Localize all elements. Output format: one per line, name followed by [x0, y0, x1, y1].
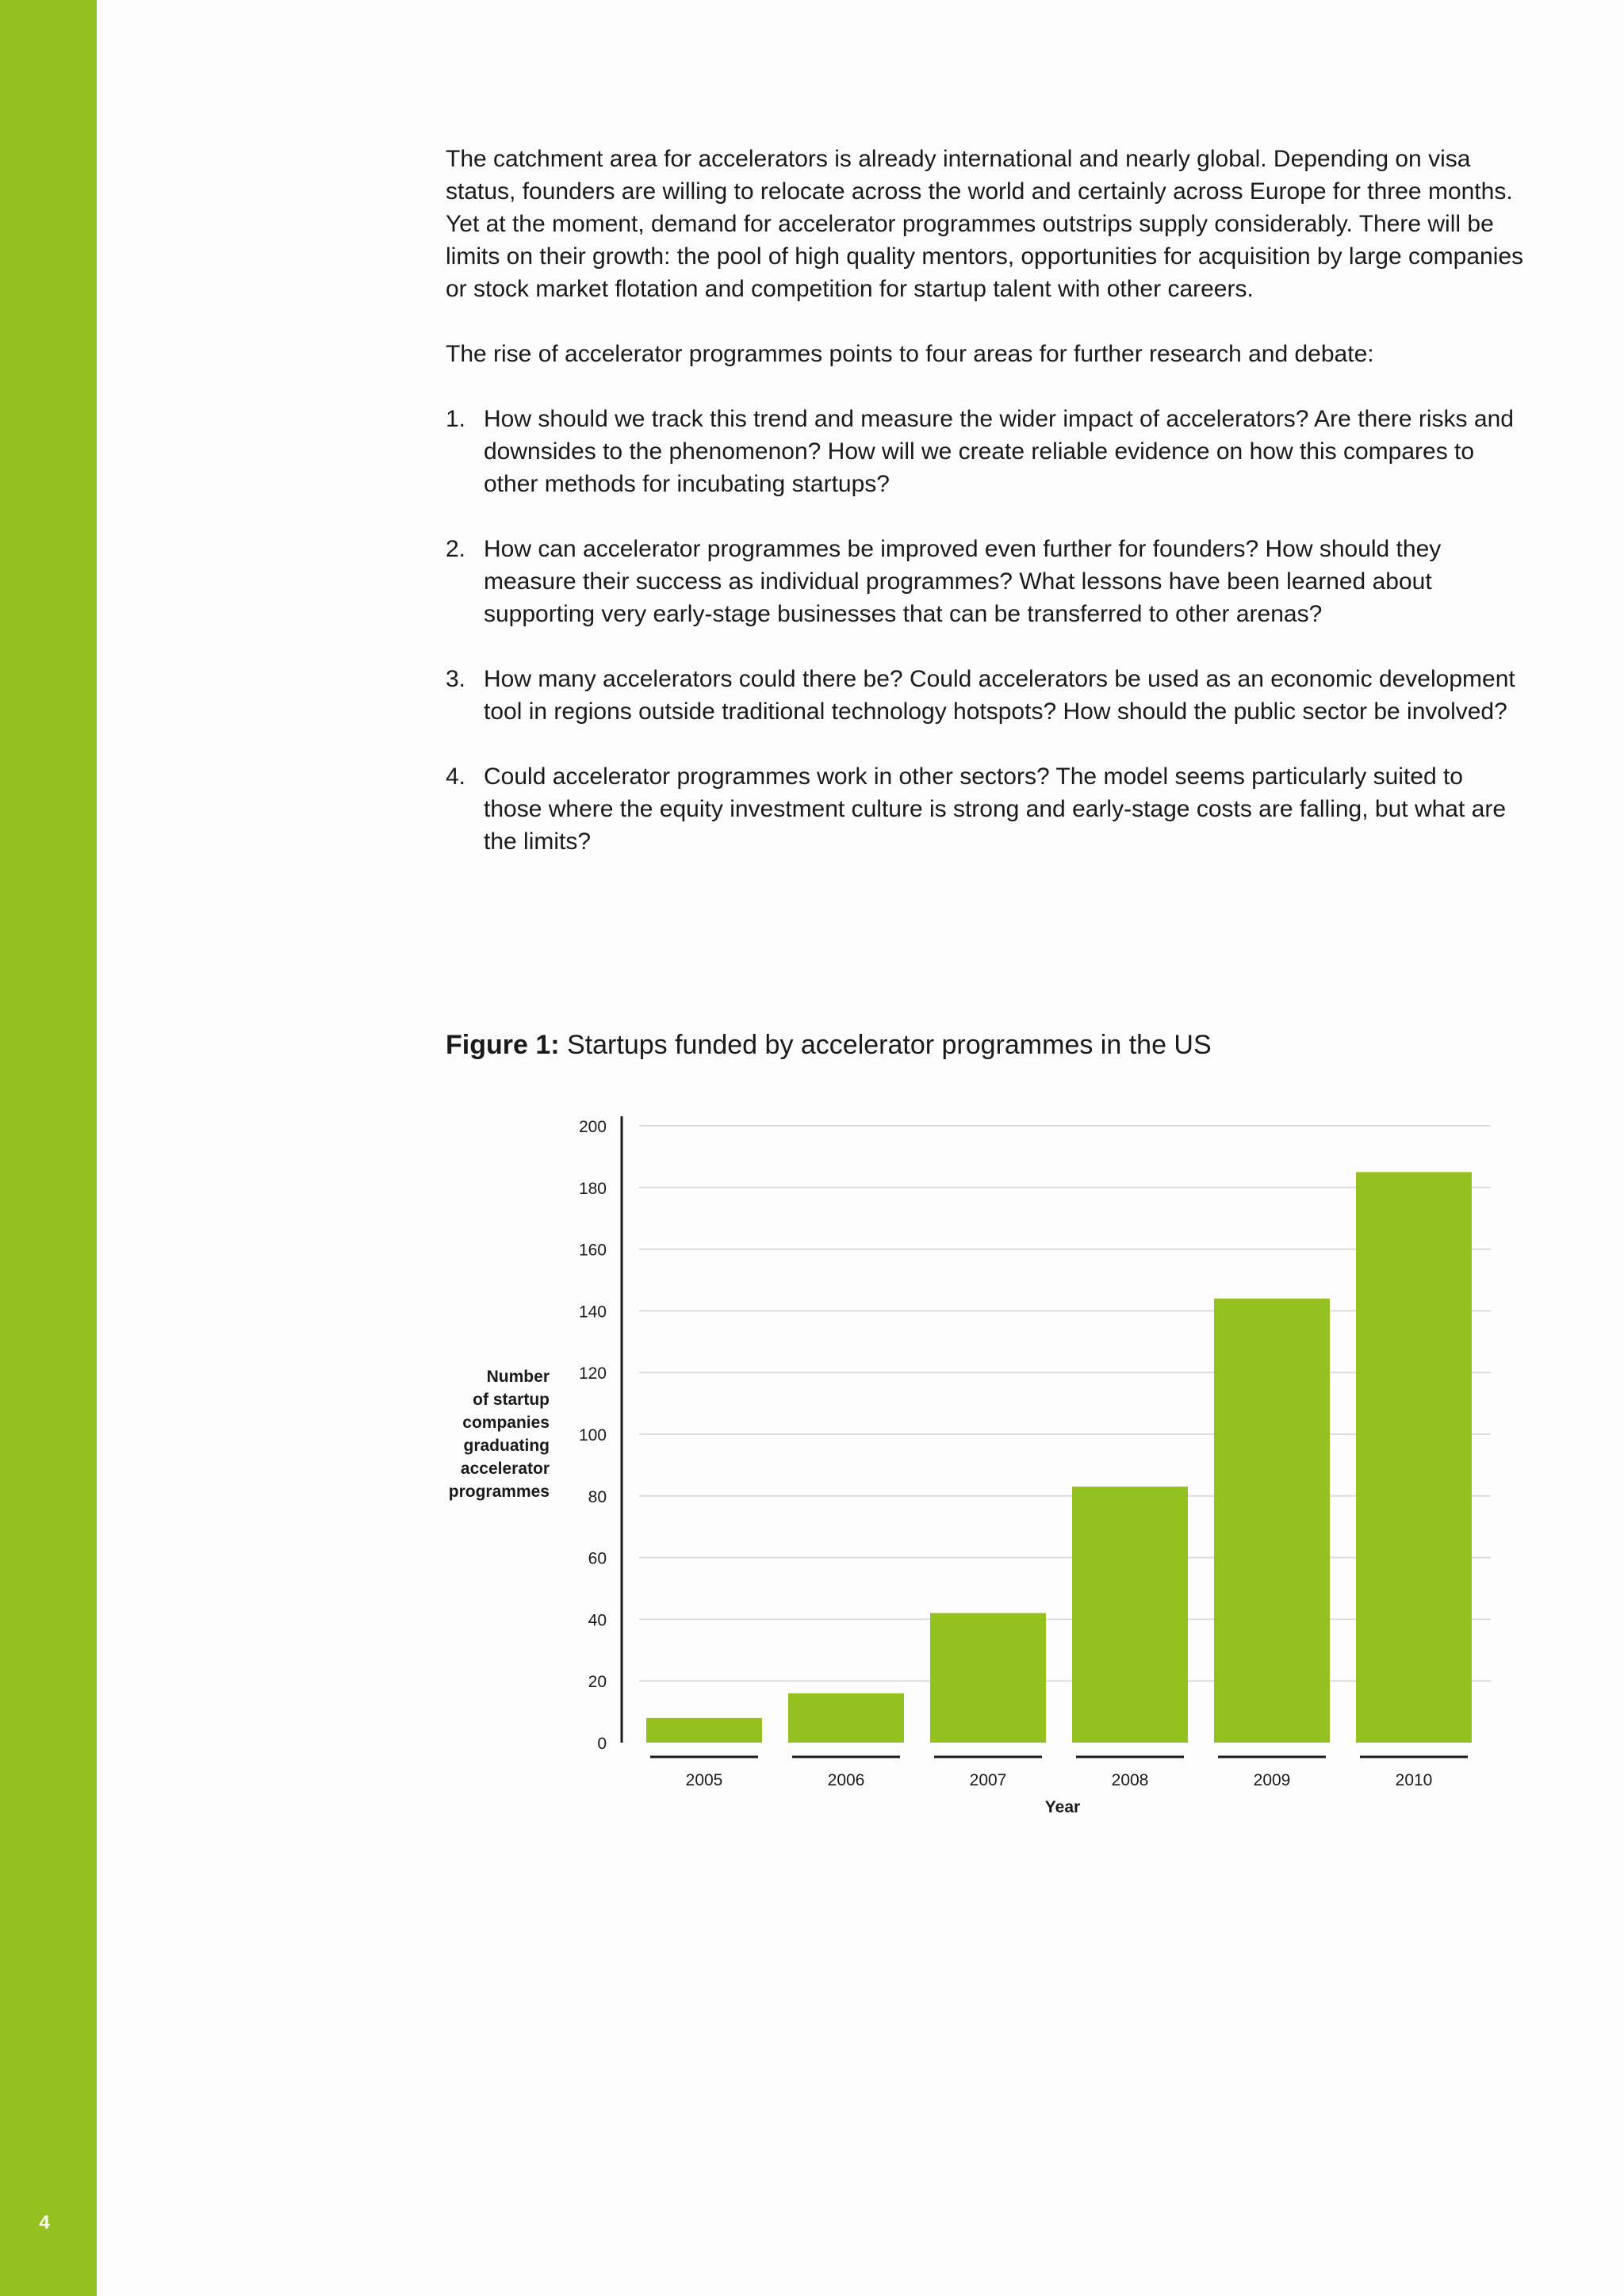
- paragraph: The rise of accelerator programmes points to four areas for further research and debate:: [446, 341, 1374, 367]
- bar: [1214, 1299, 1330, 1743]
- y-axis-label-line: Number: [486, 1368, 550, 1386]
- figure-title: Startups funded by accelerator programmes in the US: [559, 1030, 1212, 1060]
- list-item-text: How many accelerators could there be? Could accelerators be used as an economic development tool in regions outside traditional technology hotspots? How should the public sector be involved?: [484, 666, 1515, 725]
- y-tick-label: 0: [597, 1735, 607, 1753]
- list-number: 2.: [446, 536, 466, 562]
- y-axis-label-line: graduating: [463, 1437, 550, 1455]
- y-axis-label-line: companies: [462, 1414, 550, 1432]
- y-tick-label: 100: [578, 1426, 607, 1445]
- y-axis-label-line: of startup: [473, 1391, 550, 1409]
- x-tick-label: 2008: [1111, 1771, 1149, 1789]
- y-axis-label-line: programmes: [448, 1483, 550, 1501]
- y-axis-label-line: accelerator: [460, 1460, 550, 1478]
- x-tick-label: 2006: [827, 1771, 865, 1789]
- sidebar-band: [0, 0, 97, 2296]
- paragraph: The catchment area for accelerators is already international and nearly global. Depending on visa status, founders are willing to relocate across the world and certainly across Europe for three months. Yet at the moment, demand for accelerator programmes outstrips supply considerably. There will be limits on their growth: the pool of high quality mentors, opportunities for acquisition by large companies or stock market flotation and competition for startup talent with other careers.: [446, 146, 1524, 302]
- list-item: [446, 760, 1524, 858]
- y-tick-label: 120: [578, 1364, 607, 1383]
- y-tick-label: 20: [588, 1673, 607, 1692]
- list-item-text: How should we track this trend and measure the wider impact of accelerators? Are there risks and downsides to the phenomenon? How will we create reliable evidence on how this compares to other methods for incubating startups?: [484, 406, 1514, 497]
- y-tick-label: 200: [578, 1118, 607, 1136]
- figure-label: Figure 1:: [446, 1030, 560, 1060]
- y-tick-label: 40: [588, 1611, 607, 1630]
- list-number: 4.: [446, 763, 466, 790]
- y-axis-label: [428, 1365, 550, 1503]
- list-item: [446, 663, 1524, 728]
- x-tick-label: 2009: [1253, 1771, 1291, 1789]
- y-tick-label: 60: [588, 1549, 607, 1568]
- bar: [788, 1693, 904, 1743]
- body-text: [446, 143, 1524, 890]
- x-tick-label: 2007: [969, 1771, 1007, 1789]
- list-item-text: How can accelerator programmes be improved even further for founders? How should they measure their success as individual programmes? What lessons have been learned about supporting very early-stage businesses that can be transferred to other arenas?: [484, 536, 1442, 627]
- x-tick-label: 2005: [685, 1771, 723, 1789]
- list-number: 1.: [446, 406, 466, 432]
- bar: [1356, 1172, 1472, 1743]
- y-tick-label: 80: [588, 1487, 607, 1506]
- list-item: [446, 403, 1524, 500]
- question-list: [446, 403, 1524, 858]
- y-tick-label: 180: [578, 1179, 607, 1198]
- list-item: [446, 533, 1524, 630]
- bar: [930, 1613, 1046, 1743]
- list-item-text: Could accelerator programmes work in other sectors? The model seems particularly suited to those where the equity investment culture is strong and early-stage costs are falling, but what are the limits?: [484, 763, 1507, 855]
- bar: [1072, 1487, 1188, 1743]
- list-number: 3.: [446, 666, 466, 692]
- x-axis-label: Year: [1044, 1798, 1081, 1816]
- figure-caption: [446, 1027, 1212, 1062]
- x-tick-label: 2010: [1395, 1771, 1433, 1789]
- page-number: 4: [39, 2212, 50, 2233]
- bar: [646, 1718, 762, 1743]
- y-tick-label: 140: [578, 1303, 607, 1322]
- y-tick-label: 160: [578, 1241, 607, 1260]
